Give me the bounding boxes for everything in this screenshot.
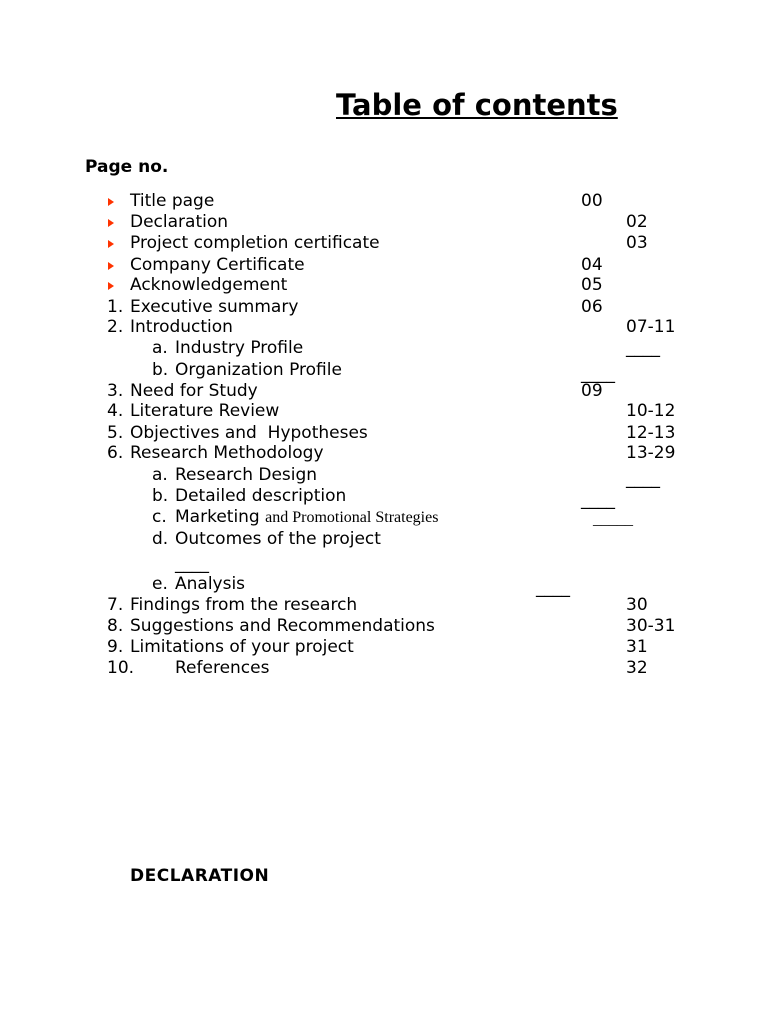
toc-entry-number: 9. bbox=[107, 637, 124, 657]
toc-entry-title: Need for Study bbox=[130, 381, 258, 401]
toc-entry-number: 3. bbox=[107, 381, 124, 401]
toc-entry-page: 09 bbox=[581, 381, 603, 401]
toc-subentry bbox=[0, 486, 768, 510]
toc-entry-number: 5. bbox=[107, 423, 124, 443]
toc-entry bbox=[0, 595, 768, 616]
toc-entry-page: 07-11 bbox=[626, 317, 676, 337]
toc-subentry-title bbox=[175, 507, 438, 528]
toc-entry-page: 31 bbox=[626, 637, 648, 657]
toc-entry-number: 8. bbox=[107, 616, 124, 636]
page-title: Table of contents bbox=[336, 88, 618, 122]
toc-subentry-title: Detailed description bbox=[175, 486, 347, 506]
toc-entry-title: Executive summary bbox=[130, 297, 299, 317]
toc-entry-title: Literature Review bbox=[130, 401, 280, 421]
toc-entry bbox=[0, 317, 768, 338]
toc-entry-page: 13-29 bbox=[626, 443, 676, 463]
toc-entry-title: Limitations of your project bbox=[130, 637, 354, 657]
toc-entry-page: 00 bbox=[581, 191, 603, 211]
toc-entry bbox=[0, 191, 768, 212]
toc-entry-page: 12-13 bbox=[626, 423, 676, 443]
toc-entry-page: 05 bbox=[581, 275, 603, 295]
toc-subentry-title: Organization Profile bbox=[175, 360, 342, 380]
toc-entry bbox=[0, 212, 768, 233]
toc-subentry-letter: b. bbox=[152, 486, 169, 506]
toc-subentry-page: _____ bbox=[593, 511, 633, 528]
toc-subentry-page: ____ bbox=[626, 469, 660, 489]
toc-entry-page: 02 bbox=[626, 212, 648, 232]
toc-subentry-page-row bbox=[0, 550, 768, 574]
toc-entry bbox=[0, 616, 768, 637]
toc-subentry bbox=[0, 507, 768, 528]
toc-entry-number: 7. bbox=[107, 595, 124, 615]
toc-entry bbox=[0, 275, 768, 296]
toc-subentry-letter: b. bbox=[152, 360, 169, 380]
toc-subentry-page: ____ bbox=[536, 578, 570, 598]
toc-entry-title: Findings from the research bbox=[130, 595, 358, 615]
toc-entry bbox=[0, 443, 768, 464]
toc-entry-title: Company Certificate bbox=[130, 255, 305, 275]
toc-subentry-title: Industry Profile bbox=[175, 338, 304, 358]
toc-entry bbox=[0, 637, 768, 658]
toc-entry-number: 4. bbox=[107, 401, 124, 421]
declaration-heading: DECLARATION bbox=[130, 866, 270, 886]
toc-entry-page: 10-12 bbox=[626, 401, 676, 421]
bullet-icon bbox=[106, 261, 116, 271]
toc-entry-title: Suggestions and Recommendations bbox=[130, 616, 435, 636]
toc-subentry-letter: d. bbox=[152, 529, 169, 549]
toc-subentry-title-part2: and Promotional Strategies bbox=[265, 509, 439, 526]
toc-entry-page: 32 bbox=[626, 658, 648, 678]
toc-entry-title: Project completion certificate bbox=[130, 233, 380, 253]
toc-entry-title: Declaration bbox=[130, 212, 229, 232]
toc-entry-title: References bbox=[175, 658, 270, 678]
toc-subentry-page: ____ bbox=[626, 338, 660, 358]
toc-entry bbox=[0, 658, 768, 679]
toc-entry bbox=[0, 381, 768, 402]
toc-subentry-title: Analysis bbox=[175, 574, 246, 594]
toc-entry-number: 1. bbox=[107, 297, 124, 317]
toc-entry bbox=[0, 401, 768, 422]
toc-subentry bbox=[0, 574, 768, 598]
toc-subentry-title-part1: Marketing bbox=[175, 507, 260, 527]
toc-subentry bbox=[0, 360, 768, 384]
toc-subentry bbox=[0, 465, 768, 489]
toc-subentry bbox=[0, 338, 768, 359]
toc-entry bbox=[0, 297, 768, 318]
toc-subentry bbox=[0, 529, 768, 550]
toc-entry-number: 2. bbox=[107, 317, 124, 337]
bullet-icon bbox=[106, 239, 116, 249]
toc-entry-page: 30 bbox=[626, 595, 648, 615]
bullet-icon bbox=[106, 218, 116, 228]
toc-entry bbox=[0, 423, 768, 444]
toc-entry-number: 10. bbox=[107, 658, 135, 678]
toc-entry-page: 03 bbox=[626, 233, 648, 253]
bullet-icon bbox=[106, 281, 116, 291]
toc-entry bbox=[0, 233, 768, 254]
bullet-icon bbox=[106, 197, 116, 207]
toc-entry bbox=[0, 255, 768, 276]
toc-entry-title: Objectives and Hypotheses bbox=[130, 423, 368, 443]
toc-subentry-page: ____ bbox=[581, 490, 615, 510]
toc-subentry-title: Outcomes of the project bbox=[175, 529, 381, 549]
toc-entry-title: Title page bbox=[130, 191, 215, 211]
toc-entry-title: Research Methodology bbox=[130, 443, 324, 463]
toc-subentry-page: ____ bbox=[581, 364, 615, 384]
toc-entry-page: 04 bbox=[581, 255, 603, 275]
toc-entry-page: 06 bbox=[581, 297, 603, 317]
toc-entry-title: Acknowledgement bbox=[130, 275, 288, 295]
toc-entry-title: Introduction bbox=[130, 317, 233, 337]
toc-subentry-page: ____ bbox=[175, 554, 209, 574]
toc-entry-number: 6. bbox=[107, 443, 124, 463]
toc-subentry-letter: a. bbox=[152, 465, 168, 485]
toc-subentry-title: Research Design bbox=[175, 465, 318, 485]
toc-subentry-letter: c. bbox=[152, 507, 167, 527]
toc-entry-page: 30-31 bbox=[626, 616, 676, 636]
page-no-label: Page no. bbox=[85, 157, 169, 177]
toc-subentry-letter: a. bbox=[152, 338, 168, 358]
toc-subentry-letter: e. bbox=[152, 574, 168, 594]
